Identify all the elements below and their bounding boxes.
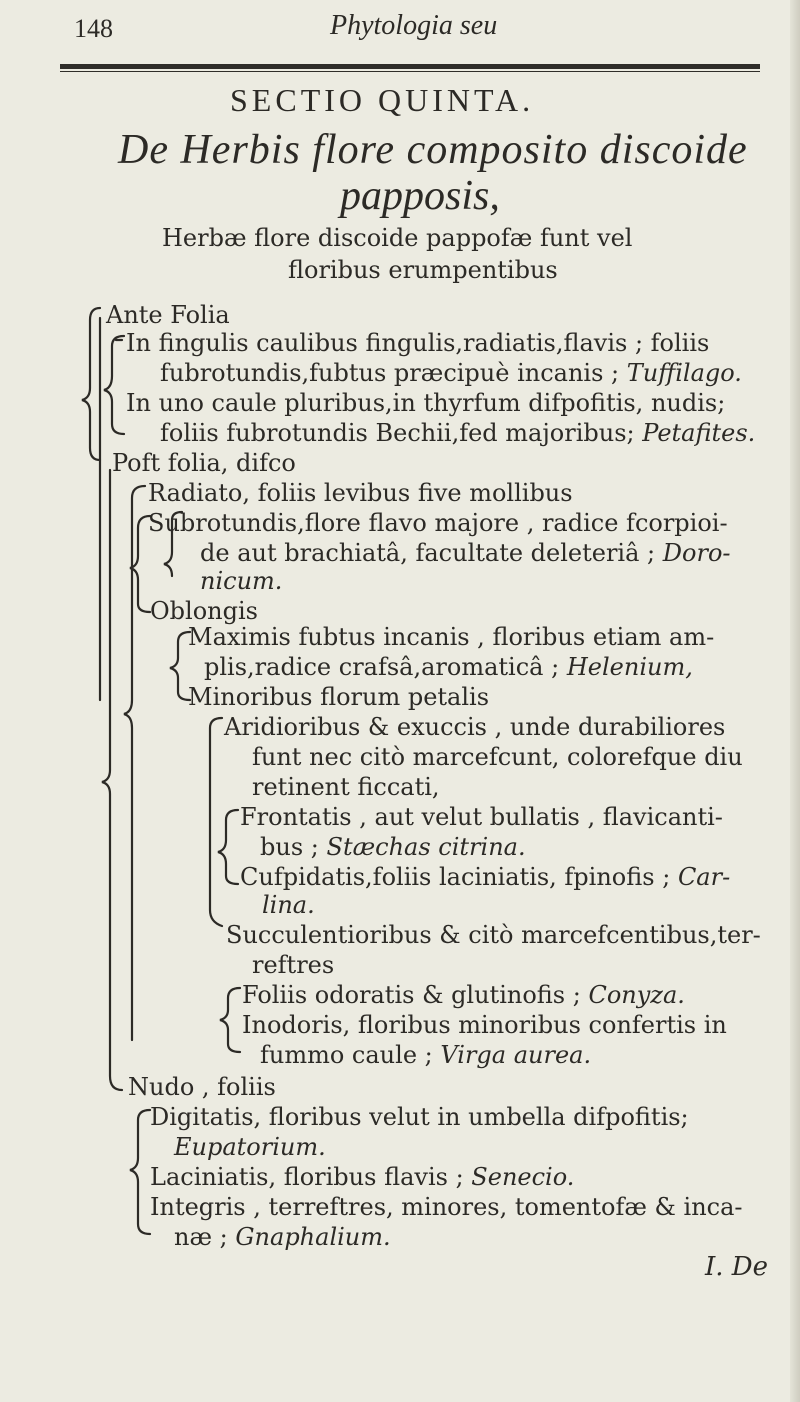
key-line: lina. (262, 891, 315, 919)
brace-ante-folia (104, 336, 124, 434)
key-line: Foliis odoratis & glutinofis ; Conyza. (242, 981, 685, 1009)
key-line: In uno caule pluribus,in thyrfum difpofitis, nudis; (126, 389, 726, 417)
key-line: Digitatis, floribus velut in umbella difpofitis; (150, 1103, 689, 1131)
key-line: Frontatis , aut velut bullatis , flavicanti- (240, 803, 723, 831)
key-line: Maximis fubtus incanis , floribus etiam am- (188, 623, 715, 651)
chapter-title-line-2: papposis, (340, 173, 500, 219)
key-line: Inodoris, floribus minoribus confertis in (242, 1011, 727, 1039)
brace-maximis (170, 632, 190, 700)
key-line: Poft folia, difco (112, 449, 296, 477)
brace-odoratis (220, 988, 240, 1052)
brace-frontatis (218, 810, 238, 884)
key-line: Laciniatis, floribus flavis ; Senecio. (150, 1163, 575, 1191)
chapter-title-line-1: De Herbis flore composito discoide (118, 127, 748, 173)
section-title: SECTIO QUINTA. (230, 82, 535, 118)
brace-main-outer (82, 308, 100, 460)
key-line: fubrotundis,fubtus præcipuè incanis ; Tuffilago. (160, 359, 742, 387)
key-line: bus ; Stæchas citrina. (260, 833, 526, 861)
key-line: nicum. (200, 567, 283, 595)
key-line: plis,radice crafsâ,aromaticâ ; Helenium, (204, 653, 693, 681)
key-line: Oblongis (150, 597, 258, 625)
key-line: Integris , terreftres, minores, tomentofæ & inca- (150, 1193, 743, 1221)
key-line: de aut brachiatâ, facultate deleteriâ ; Doro- (200, 539, 731, 567)
catchword: I. De (705, 1252, 769, 1282)
key-line: retinent ficcati, (252, 773, 440, 801)
key-line: Succulentioribus & citò marcefcentibus,ter- (226, 921, 761, 949)
key-line: fummo caule ; Virga aurea. (260, 1041, 592, 1069)
brace-digitatis (130, 1110, 150, 1234)
running-head: Phytologia seu (330, 10, 498, 41)
key-line: foliis fubrotundis Bechii,fed majoribus; Petafites. (160, 419, 756, 447)
intro-line-2: floribus erumpentibus (288, 256, 558, 284)
brace-doronicum (164, 512, 182, 576)
key-line: Cufpidatis,foliis laciniatis, fpinofis ; Car- (240, 863, 731, 891)
key-line: næ ; Gnaphalium. (174, 1223, 391, 1251)
key-line: Minoribus florum petalis (188, 683, 490, 711)
key-line: Radiato, foliis levibus five mollibus (148, 479, 573, 507)
intro-line-1: Herbæ flore discoide pappofæ funt vel (162, 224, 633, 252)
page-number: 148 (74, 14, 113, 43)
key-line: Subrotundis,flore flavo majore , radice fcorpioi- (148, 509, 728, 537)
key-line: Nudo , foliis (128, 1073, 276, 1101)
key-line: Eupatorium. (174, 1133, 326, 1161)
key-line: Ante Folia (106, 301, 230, 329)
key-line: In fingulis caulibus fingulis,radiatis,flavis ; foliis (126, 329, 710, 357)
key-line: funt nec citò marcefcunt, colorefque diu (252, 743, 743, 771)
key-line: reftres (252, 951, 335, 979)
brace-minoribus (210, 718, 222, 926)
key-line: Aridioribus & exuccis , unde durabiliores (224, 713, 726, 741)
brace-post-folia (102, 470, 122, 1090)
